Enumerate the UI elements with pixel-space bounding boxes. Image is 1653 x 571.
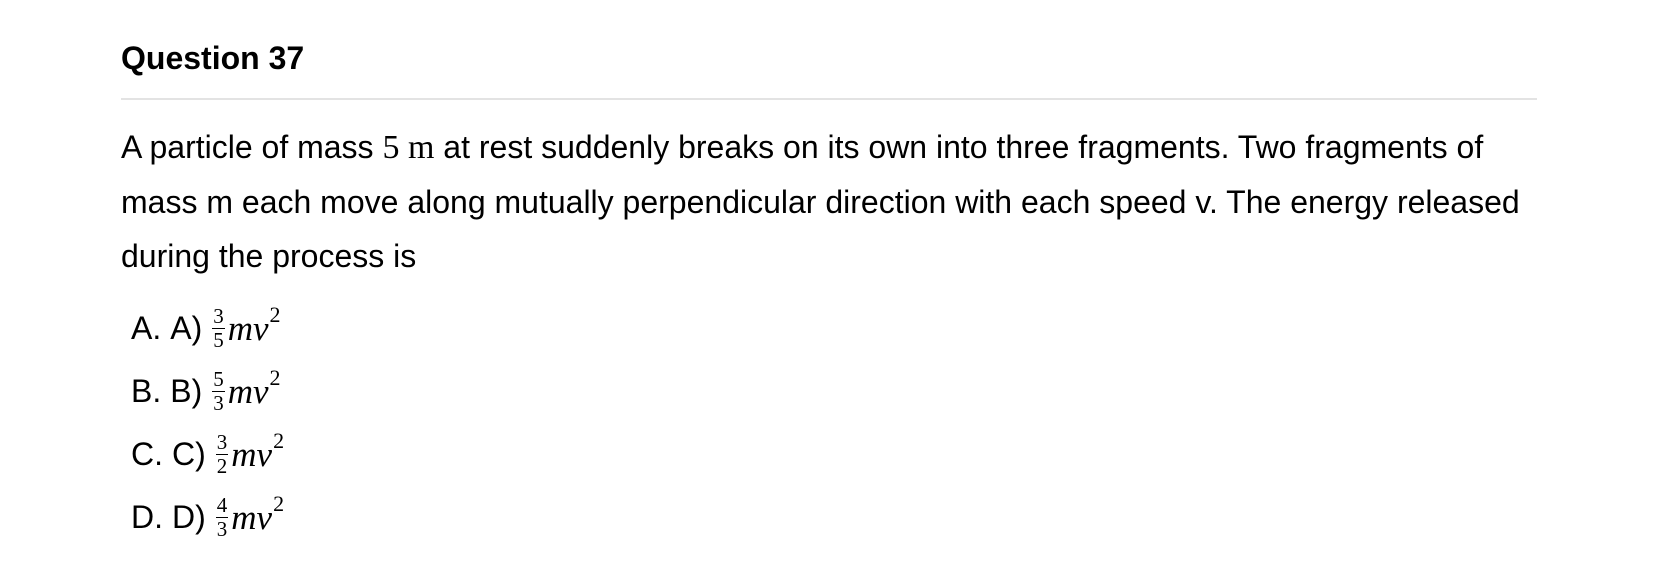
fraction-denominator: 5 [213, 328, 224, 352]
option-label: C) [172, 436, 206, 472]
question-card [121, 36, 1537, 549]
fraction [216, 495, 229, 540]
option-d[interactable] [121, 486, 1537, 549]
fraction-numerator: 3 [213, 304, 224, 328]
option-letter: C. [131, 436, 163, 472]
formula-exponent: 2 [269, 364, 281, 390]
fraction-denominator: 3 [216, 517, 228, 541]
formula-exponent: 2 [273, 427, 285, 453]
answer-options [121, 297, 1537, 549]
fraction-numerator: 3 [216, 430, 228, 454]
option-letter: B. [131, 373, 162, 409]
option-formula [216, 490, 285, 541]
fraction [212, 306, 225, 351]
option-formula [212, 301, 281, 352]
fraction-denominator: 2 [216, 454, 228, 478]
question-text-end: at rest suddenly breaks on its own into three fragments. Two fragments of mass m each move along mutually perpendicular direction with each speed v. The energy released during the process is [121, 129, 1520, 274]
formula-variable: mv [231, 497, 273, 537]
formula-variable: mv [227, 308, 269, 348]
option-label: B) [170, 373, 203, 409]
fraction-numerator: 4 [216, 493, 228, 517]
formula-variable: mv [231, 434, 273, 474]
option-formula [216, 427, 285, 478]
option-label: D) [172, 499, 206, 535]
option-a[interactable] [121, 297, 1537, 360]
formula-exponent: 2 [273, 490, 285, 516]
option-b[interactable] [121, 360, 1537, 423]
formula-variable: mv [227, 371, 269, 411]
fraction-denominator: 3 [213, 391, 224, 415]
fraction [216, 432, 229, 477]
option-formula [212, 364, 281, 415]
fraction [212, 369, 225, 414]
fraction-numerator: 5 [213, 367, 224, 391]
option-letter: A. [131, 310, 162, 346]
question-text-start: A particle of mass [121, 129, 383, 165]
question-text [121, 120, 1537, 283]
mass-expression: 5 m [382, 129, 435, 166]
option-letter: D. [131, 499, 163, 535]
option-label: A) [170, 310, 203, 346]
option-c[interactable] [121, 423, 1537, 486]
question-title: Question 37 [121, 36, 1537, 100]
formula-exponent: 2 [269, 301, 281, 327]
